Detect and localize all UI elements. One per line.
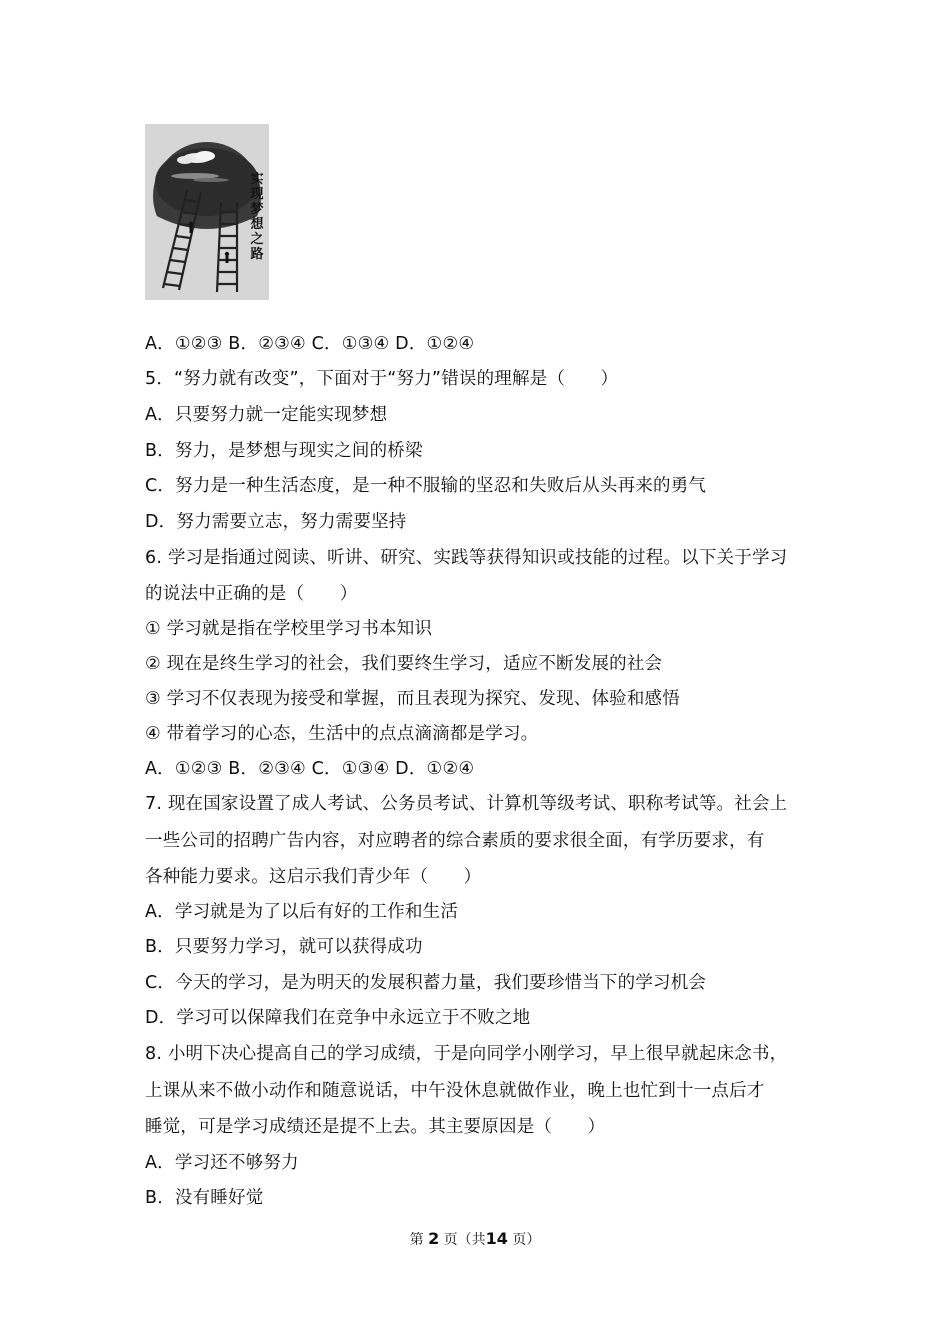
q5-option-b: B．努力，是梦想与现实之间的桥梁 — [145, 441, 423, 461]
q5-option-a: A．只要努力就一定能实现梦想 — [145, 405, 388, 425]
q6-statement-2: ② 现在是终生学习的社会，我们要终生学习，适应不断发展的社会 — [145, 654, 663, 674]
q7-stem-line1: 7. 现在国家设置了成人考试、公务员考试、计算机等级考试、职称考试等。社会上 — [145, 794, 788, 814]
q8-stem-line2: 上课从来不做小动作和随意说话，中午没休息就做作业，晚上也忙到十一点后才 — [145, 1081, 765, 1101]
q6-statement-1: ① 学习就是指在学校里学习书本知识 — [145, 619, 433, 639]
footer-page-number: 2 — [428, 1229, 440, 1248]
q6-options: A．①②③ B．②③④ C．①③④ D．①②④ — [145, 759, 475, 779]
footer-total-pages: 14 — [485, 1229, 508, 1248]
q8-stem-line1: 8. 小明下决心提高自己的学习成绩，于是向同学小刚学习，早上很早就起床念书， — [145, 1044, 788, 1064]
q5-stem: 5．“努力就有改变”，下面对于“努力”错误的理解是（ ） — [145, 369, 619, 389]
page-footer — [0, 1229, 950, 1250]
q7-option-c: C．今天的学习，是为明天的发展积蓄力量，我们要珍惜当下的学习机会 — [145, 973, 707, 993]
q6-statement-3: ③ 学习不仅表现为接受和掌握，而且表现为探究、发现、体验和感悟 — [145, 689, 680, 709]
q7-stem-line3: 各种能力要求。这启示我们青少年（ ） — [145, 867, 482, 887]
q7-option-a: A．学习就是为了以后有好的工作和生活 — [145, 902, 459, 922]
q7-option-d: D．学习可以保障我们在竞争中永远立于不败之地 — [145, 1008, 531, 1028]
q8-stem-line3: 睡觉，可是学习成绩还是提不上去。其主要原因是（ ） — [145, 1117, 606, 1137]
q6-statement-4: ④ 带着学习的心态，生活中的点点滴滴都是学习。 — [145, 724, 539, 744]
figure-caption: 实现梦想之路 — [250, 172, 264, 262]
q6-stem-line1: 6. 学习是指通过阅读、听讲、研究、实践等获得知识或技能的过程。以下关于学习 — [145, 548, 788, 568]
illustration-dream-road — [145, 124, 269, 300]
q5-option-c: C．努力是一种生活态度，是一种不服输的坚忍和失败后从头再来的勇气 — [145, 476, 707, 496]
q4-options: A．①②③ B．②③④ C．①③④ D．①②④ — [145, 334, 475, 354]
q8-option-a: A．学习还不够努力 — [145, 1153, 299, 1173]
q7-stem-line2: 一些公司的招聘广告内容，对应聘者的综合素质的要求很全面，有学历要求，有 — [145, 831, 765, 851]
q8-option-b: B．没有睡好觉 — [145, 1188, 264, 1208]
footer-middle: 页（共 — [443, 1232, 486, 1248]
footer-prefix: 第 — [409, 1232, 424, 1248]
footer-suffix: 页） — [512, 1232, 541, 1248]
q5-option-d: D．努力需要立志，努力需要坚持 — [145, 512, 407, 532]
q7-option-b: B．只要努力学习，就可以获得成功 — [145, 937, 423, 957]
q6-stem-line2: 的说法中正确的是（ ） — [145, 584, 358, 604]
